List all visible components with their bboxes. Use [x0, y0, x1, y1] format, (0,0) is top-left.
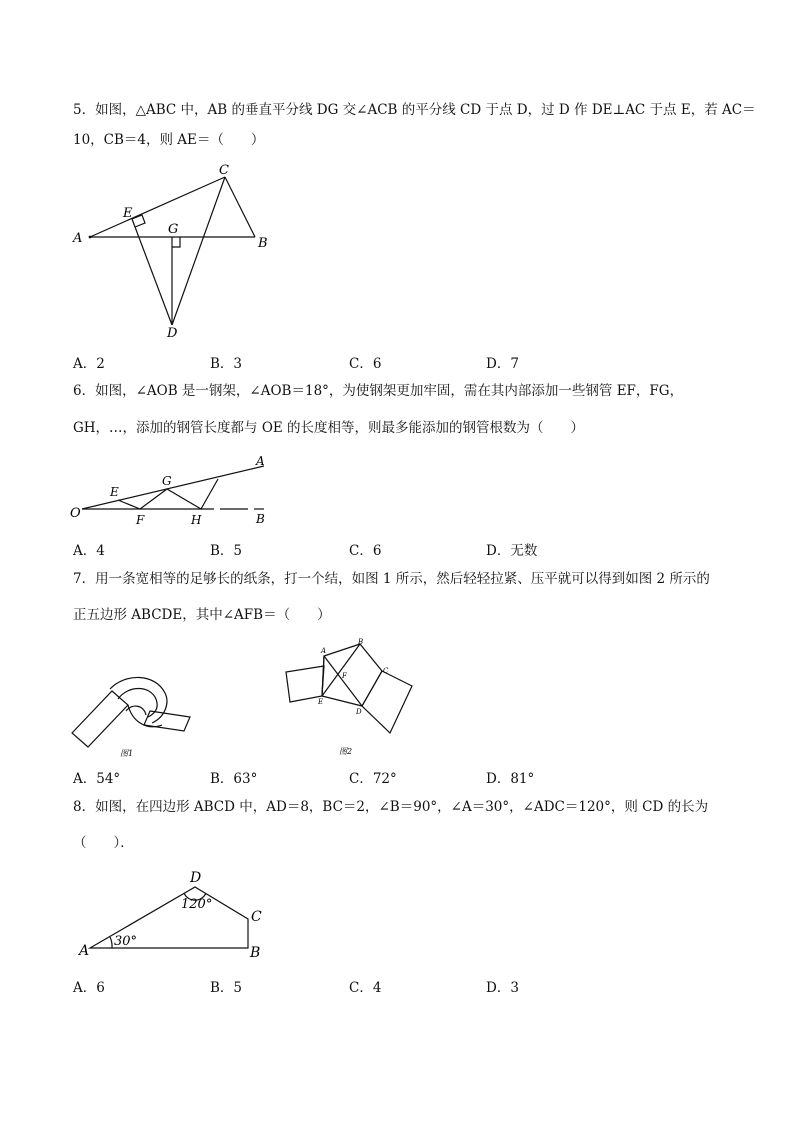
q5-choice-d[interactable]: D．7	[486, 356, 519, 372]
q8-choice-a[interactable]: A．6	[73, 980, 105, 996]
label-a: A	[73, 231, 83, 246]
q8-choice-d[interactable]: D．3	[486, 980, 519, 996]
figure-2-caption: 图2	[339, 747, 353, 756]
segment-cd	[172, 177, 225, 325]
label-c: C	[251, 909, 262, 925]
label-b: B	[358, 638, 364, 646]
q5-choices	[73, 352, 673, 370]
q6-choice-b[interactable]: B．5	[210, 543, 243, 559]
q8-text-line2: （ ）．	[73, 835, 134, 851]
q8-choice-b[interactable]: B．5	[210, 980, 243, 996]
label-o: O	[70, 506, 81, 521]
q5-choice-c[interactable]: C．6	[349, 356, 382, 372]
label-b: B	[258, 236, 268, 251]
q7-figure-1	[70, 665, 200, 760]
q5-figure	[70, 160, 280, 340]
figure-1-caption: 图1	[120, 749, 134, 758]
label-d: D	[167, 326, 178, 341]
q7-figure-2	[280, 638, 420, 760]
q8-figure	[72, 865, 282, 965]
label-d: D	[356, 708, 362, 716]
q7-choice-b[interactable]: B．63°	[210, 771, 258, 787]
q7-choice-a[interactable]: A．54°	[73, 771, 121, 787]
q6-figure	[68, 452, 283, 532]
knot-loop-outer	[110, 677, 167, 723]
q8-text-line1: 8．如图，在四边形 ABCD 中，AD＝8，BC＝2，∠B＝90°，∠A＝30°，∠ADC＝120°，则 CD 的长为	[73, 799, 709, 815]
right-angle-mark-g	[172, 237, 180, 247]
label-c: C	[219, 163, 229, 178]
label-g: G	[162, 474, 172, 488]
label-e: E	[123, 206, 133, 221]
q7-text-line2: 正五边形 ABCDE，其中∠AFB＝（ ）	[73, 607, 331, 623]
angle-arc-a	[110, 937, 112, 948]
segment-ac	[90, 177, 225, 237]
angle-label-d: 120°	[181, 897, 213, 912]
strip-left-end	[286, 666, 324, 702]
label-b: B	[256, 512, 265, 526]
segment-cb	[225, 177, 255, 237]
strip-right-end	[362, 671, 412, 733]
q5-text-line1: 5．如图，△ABC 中，AB 的垂直平分线 DG 交∠ACB 的平分线 CD 于点 D，过 D 作 DE⊥AC 于点 E，若 AC＝	[73, 102, 756, 118]
label-b: B	[250, 945, 261, 961]
q5-choice-b[interactable]: B．3	[210, 356, 243, 372]
segment-de	[132, 219, 172, 325]
q6-choice-d[interactable]: D．无数	[486, 543, 538, 559]
q8-choices	[73, 976, 673, 994]
q8-choice-c[interactable]: C．4	[349, 980, 382, 996]
label-e: E	[110, 485, 119, 499]
q7-choice-d[interactable]: D．81°	[486, 771, 535, 787]
knot-strip-right	[144, 711, 190, 731]
q6-choices	[73, 539, 673, 557]
label-a: A	[79, 943, 90, 959]
label-a: A	[321, 647, 327, 655]
q7-choice-c[interactable]: C．72°	[349, 771, 397, 787]
q5-choice-a[interactable]: A．2	[73, 356, 105, 372]
q5-text-line2: 10，CB＝4，则 AE＝（ ）	[73, 132, 265, 148]
q6-choice-c[interactable]: C．6	[349, 543, 382, 559]
pentagon-abcde	[322, 644, 382, 706]
label-f: F	[136, 513, 145, 527]
label-e: E	[318, 698, 324, 706]
label-a: A	[256, 454, 265, 468]
label-g: G	[168, 222, 179, 237]
q6-text-line2: GH，…，添加的钢管长度都与 OE 的长度相等，则最多能添加的钢管根数为（ ）	[73, 420, 585, 436]
label-f: F	[342, 672, 347, 680]
knot-loop-inner	[118, 689, 157, 718]
label-c: C	[383, 667, 389, 675]
label-h: H	[191, 513, 202, 527]
diagonal-be	[322, 644, 360, 696]
q6-text-line1: 6．如图，∠AOB 是一钢架，∠AOB＝18°，为使钢架更加牢固，需在其内部添加一些钢管 EF，FG，	[73, 383, 684, 399]
q7-choices	[73, 767, 673, 785]
angle-label-a: 30°	[114, 934, 138, 949]
label-d: D	[190, 870, 202, 886]
q7-text-line1: 7．用一条宽相等的足够长的纸条，打一个结，如图 1 所示，然后轻轻拉紧、压平就可以得到如图 2 所示的	[73, 571, 710, 587]
q6-choice-a[interactable]: A．4	[73, 543, 105, 559]
point-a	[89, 236, 92, 239]
knot-strip-left	[72, 691, 128, 747]
